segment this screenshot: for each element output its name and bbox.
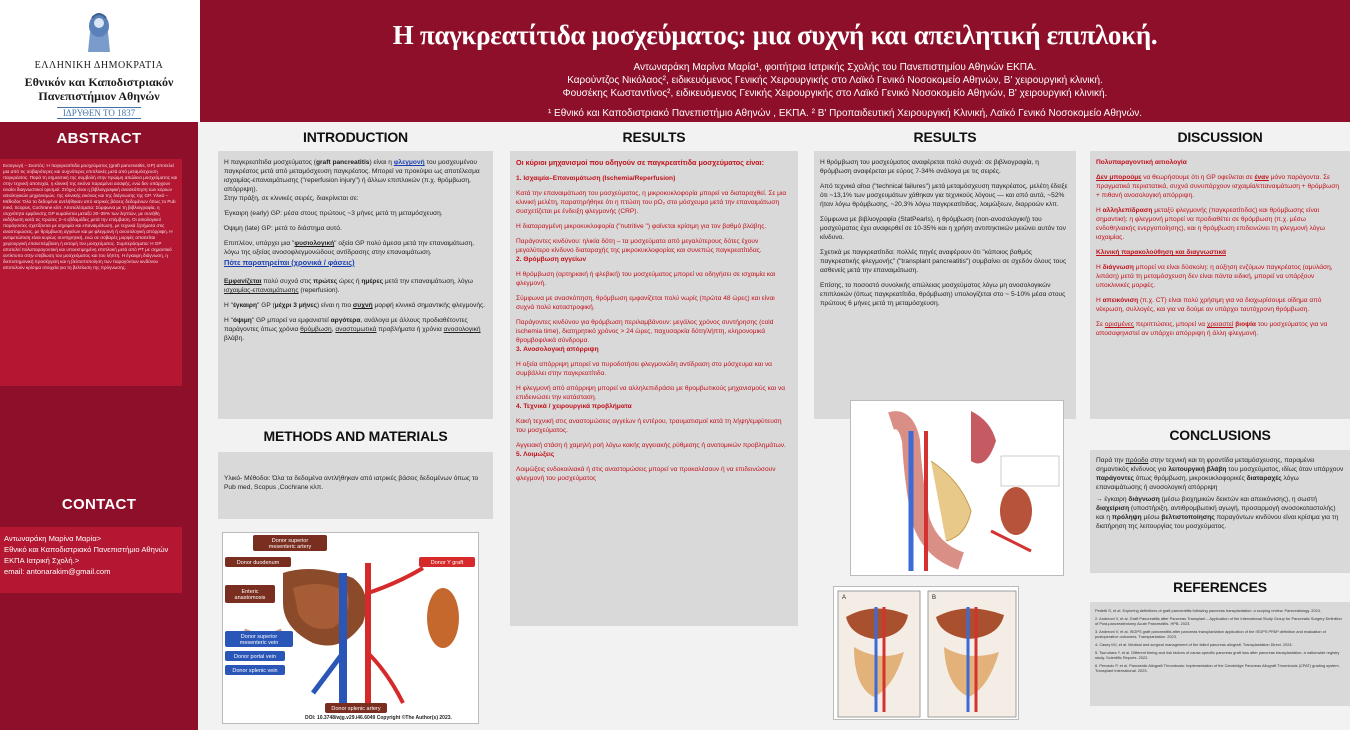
- mechanism-1-text-c: Παράγοντες κινδύνου: ηλικία δότη – τα μοσχεύματα από μεγαλύτερους δότες έχουν μεγαλύτερο κίνδυνο διαταραχής της μικροκυκλοφορίας και συνεπώς παγκρεατίτιδας.: [516, 238, 762, 254]
- title-banner: [198, 0, 1350, 122]
- results-heading-2: RESULTS: [913, 129, 977, 145]
- uni-republic: ΕΛΛΗΝΙΚΗ ΔΗΜΟΚΡΑΤΙΑ: [34, 60, 164, 71]
- discussion-subheading-1: Πολυπαραγοντική αιτιολογία: [1096, 159, 1187, 166]
- label-enteric: Enteric: [241, 589, 259, 595]
- anatomy-drawing-1: [851, 401, 1064, 576]
- intro-late: Όψιμη (late) GP: μετά το διάστημα αυτό.: [224, 225, 342, 232]
- contact-heading: CONTACT: [61, 496, 137, 513]
- uni-name-1: Εθνικόν και Καποδιστριακόν: [24, 75, 174, 89]
- references-panel: [1090, 602, 1350, 706]
- mechanism-1-text-a: Κατά την επαναιμάτωση του μοσχεύματος, η μικροκυκλοφορία μπορεί να διαταραχθεί. Σε μια κλινική μελέτη, παρατηρήθηκε ότι η πτώση του pO₂ στο μόσχευμα μετά την επαναιμάτωση συσχετίζεται με ένδειξη φλεγμονής (CRP).: [516, 190, 787, 215]
- introduction-panel: [218, 151, 493, 419]
- discussion-biopsy: Σε ορισμένες περιπτώσεις, μπορεί να χρειαστεί βιοψία του μοσχεύματος για να αποσαφηνιστεί αν υπάρχει απόρριψη ή άλλη φλεγμονή.: [1096, 321, 1328, 337]
- discussion-heading: DISCUSSION: [1177, 129, 1263, 145]
- methods-heading: METHODS AND MATERIALS: [263, 428, 448, 444]
- results2-technical: Από τεχνικά αίτια ("technical failures") μετά μεταμόσχευση παγκρέατος, μελέτη έδειξε ότι ~13,1% των μοσχευμάτων χάθηκαν για τεχνικούς λόγους — και από αυτά, ~52% ήταν λόγω θρόμβωσης, ~20,3% λόγω παγκρεατίτιδας, λοιμώξεων, διαρροών κλπ.: [820, 183, 1068, 208]
- label-splenic-vein: Donor splenic vein: [232, 668, 278, 674]
- mechanism-5-heading: 5. Λοιμώξεις: [516, 451, 555, 458]
- mechanism-2-text-a: Η θρόμβωση (αρτηριακή ή φλεβική) του μοσχεύματος μπορεί να οδηγήσει σε ισχαιμία και φλεγμονή.: [516, 271, 776, 287]
- mechanism-3-text-a: Η οξεία απόρριψη μπορεί να πυροδοτήσει φλεγμονώδη αντίδραση στο μόσχευμα και να συμβάλλει στην παγκρεατίτιδα.: [516, 361, 772, 377]
- intro-physiological: Επιπλέον, υπάρχει μια "φυσιολογική" οξεία GP πολύ άμεσα μετά την επαναιμάτωση, λόγω της οξείας ανοσοφλεγμονώδους αντίδρασης στην επαναιμάτωση.: [224, 240, 474, 256]
- mechanism-1-heading: 1. Ισχαιμία–Επαναιμάτωση (Ischemia/Reperfusion): [516, 175, 676, 182]
- intro-definition: Η παγκρεατίτιδα μοσχεύματος (graft pancreatitis) είναι η φλεγμονή του μοσχευμένου παγκρέατος μετά από μεταμόσχευση παγκρέατος. Μπορεί να προκύψει ως αποτέλεσμα ισχαιμίας-επαναιμάτωσης ("reperfusion injury") ή άλλων επιπλοκών (π.χ. θρόμβωση, απόρριψη). Στην πράξη, σε κλινικές σειρές, διακρίνεται σε:: [224, 159, 480, 202]
- label-sma: Donor superior: [271, 538, 309, 544]
- anatomy-illustration-1: [850, 400, 1064, 576]
- contact-line-2: Εθνικό και Καποδιστριακό Πανεπιστήμιο Αθηνών: [4, 545, 169, 554]
- mechanism-4-text-b: Αγγειακή στάση ή χαμηλή ροή λόγω κακής αγγειακής ρύθμισης ή ανατομικών προβλημάτων.: [516, 442, 786, 449]
- reference-item: 2. Andreoni V, et al. Graft Pancreatitis after Pancreas Transplant – Application of the International Study Group for Pancreatic Surgery Definition of Post-pancreatectomy Acute Pancreatitis. HPB. 2023.: [1095, 616, 1342, 626]
- conclusions-heading: CONCLUSIONS: [1169, 427, 1271, 443]
- left-column: [0, 122, 198, 730]
- results-panel-2: [814, 151, 1076, 419]
- intro-early: Έγκαιρη (early) GP: μέσα στους πρώτους ~3 μήνες μετά τη μεταμόσχευση.: [224, 210, 443, 217]
- discussion-imaging: Η απεικόνιση (π.χ. CT) είναι πολύ χρήσιμη για να διαχωρίσουμε οίδημα από νέκρωση, συλλογές, και για να δούμε αν υπάρχει ταυτόχρονη θρόμβωση.: [1096, 297, 1322, 313]
- reference-item: 4. Casey MJ, et al. Medical and surgical management of the failed pancreas allograft. Transplantation Direct. 2024.: [1095, 642, 1293, 647]
- poster-title: Η παγκρεατίτιδα μοσχεύματος: μια συχνή και απειλητική επιπλοκή.: [392, 20, 1158, 50]
- svg-text:A: A: [842, 595, 847, 601]
- athena-emblem-icon: [82, 12, 116, 56]
- discussion-interaction: Η αλληλεπίδραση μεταξύ φλεγμονής (παγκρεατίτιδας) και θρόμβωσης είναι σημαντική: η φλεγμονή μπορεί να προδιαθέτει σε θρόμβωση (π.χ. μέσω ενδοθηλιακής ενεργοποίησης), και η θρόμβωση επιδεινώνει τη φλεγμονή λόγω ισχαιμίας.: [1096, 207, 1325, 241]
- introduction-heading: INTRODUCTION: [303, 129, 408, 145]
- results2-thrombosis: Η θρόμβωση του μοσχεύματος αναφέρεται πολύ συχνά: σε βιβλιογραφία, η θρόμβωση αναφέρεται με εύρος 7-34% ανάλογα με τις σειρές.: [820, 159, 1039, 175]
- conclusions-panel: [1090, 450, 1350, 573]
- intro-appearance: Εμφανίζεται πολύ συχνά στις πρώτες ώρες ή ημέρες μετά την επαναιμάτωση, λόγω ισχαιμίας-επαναιμάτωσης (reperfusion).: [224, 278, 473, 294]
- uni-founded: ΙΔΡΥΘΕΝ ΤΟ 1837: [57, 107, 141, 119]
- reference-item: 3. Andreoni V, et al. ISGPS graft pancreatitis after pancreas transplantation application of the ISGPS PPAP definition and evaluation of postoperative outcomes. Transplantation. 2023.: [1095, 629, 1326, 639]
- reference-item: 6. Peroscic P, et al. Pancreatic Allograft Thrombosis: Implementation of the Cambridge Pancreas Allograft Thrombosis (CPAT) grading system. Transplant International. 2023.: [1095, 663, 1340, 673]
- link-inflammation[interactable]: φλεγμονή: [393, 159, 425, 166]
- mechanism-2-text-b: Σύμφωνα με ανασκόπηση, θρόμβωση εμφανίζεται πολύ νωρίς (πρώτα 48 ώρες) και είναι συχνά πολύ καταστροφική.: [516, 295, 775, 311]
- conclusions-p2: → έγκαιρη διάγνωση (μέσω βιοχημικών δεικτών και απεικόνισης), η σωστή διαχείριση (υποστήριξη, αντιθρομβωτική αγωγή, προσαρμογή ανοσοκαταστολής) και η πρόληψη μέσω βελτιστοποίησης παραγόντων κινδύνου είναι κρίσιμα για τη διατήρηση της λειτουργίας του μοσχεύματος.: [1096, 496, 1339, 530]
- methods-panel: [218, 452, 493, 519]
- mechanism-5-text: Λοιμώξεις ενδοκοιλιακά ή στις αναστομώσεις μπορεί να προκαλέσουν ή να επιδεινώσουν φλεγμονή του μοσχεύματος: [516, 466, 776, 482]
- uni-name-2: Πανεπιστήμιον Αθηνών: [38, 89, 160, 103]
- mechanism-2-text-c: Παράγοντες κινδύνου για θρόμβωση περιλαμβάνουν: μεγάλος χρόνος συντήρησης (cold ischemia time), διατηρητικό χρόνος > 24 ώρες, παχυσαρκία δότη/λήπτη, κληρονομικά θρομβοφιλικά σύνδρομα.: [516, 319, 774, 344]
- discussion-panel: [1090, 151, 1350, 419]
- contact-line-1: Αντωναράκη Μαρίνα Μαρία>: [4, 534, 102, 543]
- abstract-text: Εισαγωγή – Σκοπός: Η παγκρεατίτιδα μοσχεύματος (graft pancreatitis, GP) αποτελεί μια από τις σοβαρότερες και συχνότερες επιπλοκές μετά από μεταμόσχευση παγκρέατος. Παρά τη σημαντική της συμβολή στην πρώιμη απώλεια μοσχεύματος και στην τεχνική αποτυχία, η κλινική της εικόνα παραμένει ασαφής, ενώ δεν υπάρχουν ενιαίοι διαγνωστικοί ορισμοί. Στόχος είναι η βιβλιογραφική ανασκόπηση των κύριων αιτιολογικών μηχανισμών, της κλινικής εικόνας και της διάγνωσης της GP. Υλικό – Μέθοδοι: Όλα τα δεδομένα αντλήθηκαν από ιατρικές βάσεις δεδομένων όπως το Pub med, Scopus, Cochrane κλπ. Αποτελέσματα: Σύμφωνα με τη βιβλιογραφία, η συχνότητα εμφάνισης GP κυμαίνεται μεταξύ 20–35% των ληπτών, με συνήθη εκδήλωση κατά τις πρώτες 2–4 εβδομάδες μετά την επέμβαση. Οι αιτιολογικοί παράγοντες σχετίζονται με ισχαιμία και επαναιμάτωση, με τεχνικά ζητήματα στις αναστομώσεις, με θρόμβωση αγγείων και με φλεγμονή ή ανοσολογική απόρριψη. Η αντιμετώπιση είναι κυρίως συντηρητική, ενώ σε σοβαρές μορφές απαιτείται χειρουργική επανεπέμβαση ή εκτομή του μοσχεύματος. Συμπεράσματα: Η GP αποτελεί πολυπαραγοντική και υποεκτιμημένη επιπλοκή μετά από ΡΤ με σημαντικό αντίκτυπο στην επιβίωση του μοσχεύματος και του λήπτη. Η έγκαιρη διάγνωση, η διεπιστημονική προσέγγιση και η βελτιστοποίηση των παραγόντων κινδύνου αποτελούν κρίσιμα στοιχεία για τη βελτίωση της πρόγνωσης.: [0, 159, 182, 386]
- svg-text:mesenteric artery: mesenteric artery: [268, 544, 312, 550]
- contact-line-3: ΕΚΠΑ Ιατρική Σχολή.>: [4, 556, 80, 565]
- conclusions-p1: Παρά την πρόοδο στην τεχνική και τη φροντίδα μεταμόσχευσης, παραμένει σημαντικός κίνδυνος για λειτουργική βλάβη του μοσχεύματος, ιδίως όταν υπάρχουν παράγοντες όπως θρόμβωση, μικροκυκλοφορικές διαταραχές λόγω επαναιμάτωσης ή ανοσολογική απόρριψη: [1096, 457, 1344, 491]
- anatomy-drawing-2: [834, 587, 1019, 720]
- anatomy-illustration-2: [833, 586, 1019, 720]
- discussion-multifactorial: Δεν μπορούμε να θεωρήσουμε ότι η GP οφείλεται σε έναν μόνο παράγοντα. Σε πραγματικά περιστατικά, συχνά συνυπάρχουν ισχαιμία/επαναιμάτωση + θρόμβωση + πιθανή ανοσολογική απόρριψη.: [1096, 174, 1340, 199]
- transplant-diagram: [223, 533, 479, 724]
- intro-when-link[interactable]: Πότε παρατηρείται (χρονικά / φάσεις): [224, 258, 355, 267]
- results2-pancreatitis: Σχετικά με παγκρεατίτιδα: πολλές πηγές αναφέρουν ότι "κάποιος βαθμός παγκρεατικής φλεγμονής" ("transplant pancreatitis") συμβαίνει σε σχεδόν όλους τους ασθενείς μετά την επαναιμάτωση.: [820, 249, 1067, 274]
- mechanism-4-heading: 4. Τεχνικά / χειρουργικά προβλήματα: [516, 403, 632, 410]
- affiliations: ¹ Εθνικό και Καποδιστριακό Πανεπιστήμιο Αθηνών , ΕΚΠΑ. ² Β' Προπαιδευτική Χειρουργική Κλινική, Λαϊκό Γενικό Νοσοκομείο Αθηνών.: [547, 108, 1143, 119]
- mechanism-2-heading: 2. Θρόμβωση αγγείων: [516, 256, 587, 263]
- abstract-heading: ABSTRACT: [56, 130, 142, 147]
- discussion-subheading-2: Κλινική παρακολούθηση και διαγνωστικά: [1096, 249, 1227, 256]
- label-portal: Donor portal vein: [234, 654, 276, 660]
- university-logo-block: [0, 0, 198, 122]
- transplant-diagram-figure: [222, 532, 479, 724]
- contact-box: [0, 527, 182, 593]
- svg-text:B: B: [932, 595, 937, 601]
- methods-text: Υλικό- Μέθοδοι: Όλα τα δεδομένα αντλήθηκαν από ιατρικές βάσεις δεδομένων όπως το Pub med, Scopus ,Cochrane κλπ.: [224, 475, 479, 491]
- label-y-graft: Donor Y graft: [430, 560, 464, 566]
- discussion-diagnosis: Η διάγνωση μπορεί να είναι δύσκολη: η αύξηση ενζύμων παγκρέατος (αμυλάση, λιπάση) μετά τη μεταμόσχευση δεν είναι πάντα ειδική, μπορεί να υπάρξουν υποκλινικές μορφές.: [1096, 264, 1333, 289]
- svg-text:mesenteric vein: mesenteric vein: [239, 640, 279, 646]
- mechanism-3-text-b: Η φλεγμονή από απόρριψη μπορεί να αλληλεπιδράσει με θρομβωτικούς μηχανισμούς και να επιδεινώσει την κατάσταση.: [516, 385, 786, 401]
- reference-item: Pedetti S, et al. Exploring definitions of graft pancreatitis following pancreas transplantation: a scoping review. Pancreatology. 2024.: [1095, 608, 1321, 613]
- mechanism-1-text-b: Η διαταραγμένη μικροκυκλοφορία ("nutritive ") φαίνεται κρίσιμη για τον βαθμό βλάβης.: [516, 223, 767, 230]
- label-splenic-artery: Donor splenic artery: [331, 706, 381, 712]
- author-1: Αντωναράκη Μαρίνα Μαρία¹, φοιτήτρια Ιατρικής Σχολής του Πανεπιστημίου Αθηνών ΕΚΠΑ.: [633, 62, 1037, 73]
- author-3: Φουσέκης Κωσταντίνος², ειδικευόμενος Γενικής Χειρουργικής στο Λαϊκό Γενικό Νοσοκομείο Αθηνών, Β' χειρουργική κλινική.: [562, 88, 1108, 99]
- results-heading-1: RESULTS: [622, 129, 686, 145]
- references-heading: REFERENCES: [1173, 579, 1267, 595]
- svg-text:anastomosis: anastomosis: [234, 595, 266, 601]
- author-list: [320, 61, 1350, 100]
- mechanism-3-heading: 3. Ανοσολογική απόρριψη: [516, 346, 599, 353]
- reference-item: 5. Tsuruhara Y, et al. Different timing and risk factors of cause-specific pancreas graft loss after pancreas transplantation: a nationwide registry study. Scientific Reports. 2022.: [1095, 650, 1340, 660]
- mechanism-4-text-a: Κακή τεχνική στις αναστομώσεις αγγείων ή εντέρου, τραυματισμοί κατά τη λήψη/εμφύτευση του μοσχεύματος.: [516, 418, 782, 434]
- results-panel-1: [510, 151, 798, 626]
- results2-statpearls: Σύμφωνα με βιβλιογραφία (StatPearls), η θρόμβωση (non-ανοσολογική) του μοσχεύματος έχει αναφερθεί σε 10-35% και η χρήση αντιπηκτικών μειώνει αυτόν τον κίνδυνο.: [820, 216, 1066, 241]
- label-smv: Donor superior: [240, 634, 278, 640]
- results2-graft-loss: Επίσης, το ποσοστό συνολικής απώλειας μοσχεύματος λόγω μη ανοσολογικών επιπλοκών (όπως παγκρεατίτιδα, θρόμβωση) υπολογίζεται στο ~ 5-10% μέσα στους πρώτους 6 μήνες μετά τη μεταμόσχευση.: [820, 282, 1066, 307]
- label-duodenum: Donor duodenum: [236, 560, 280, 566]
- figure1-doi: DOI: 10.3748/wjg.v29.i46.6049 Copyright ©The Author(s) 2023.: [305, 715, 452, 721]
- author-2: Καρούντζος Νικόλαος², ειδικευόμενος Γενικής Χειρουργικής στο Λαϊκό Γενικό Νοσοκομείο Αθηνών, Β' χειρουργική κλινική.: [567, 75, 1103, 86]
- contact-email[interactable]: email: antonarakim@gmail.com: [4, 567, 111, 576]
- results-lead: Οι κύριοι μηχανισμοί που οδηγούν σε παγκρεατίτιδα μοσχεύματος είναι:: [516, 158, 765, 167]
- intro-late-detail: Η "όψιμη" GP μπορεί να εμφανιστεί αργότερα, ανάλογα με άλλους προδιαθέτοντες παράγοντες όπως χρόνια θρόμβωση, αναστομωτικά προβλήματα ή χρόνια ανοσολογική βλάβη.: [224, 317, 481, 342]
- intro-early-detail: Η "έγκαιρη" GP (μέχρι 3 μήνες) είναι η πιο συχνή μορφή κλινικά σημαντικής φλεγμονής.: [224, 302, 486, 309]
